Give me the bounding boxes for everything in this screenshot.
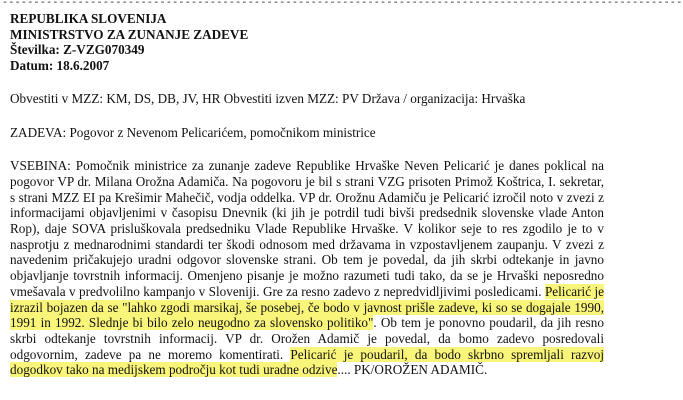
top-separator-line: ------------------------------------------------------------------------------------------------------------	[2, 0, 683, 9]
recipients-line: Obvestiti v MZZ: KM, DS, DB, JV, HR Obvestiti izven MZZ: PV Država / organizacija: Hrvaška	[10, 90, 526, 106]
highlighted-quote-1: Pelicarić je izrazil bojazen da se "lahko zgodi marsikaj, še posebej, če bodo v javnost prišle zadeve, ki so se dogajale 1990, 1991 in 1992. Slednje bi bilo zelo neugodno za slovensko politiko"	[10, 283, 604, 331]
header-country: REPUBLIKA SLOVENIJA	[10, 11, 167, 26]
content-text-part-2: . Ob tem je ponovno poudaril, da jih resno skrbi odtekanje tovrstnih informacij. VP dr. Orožen Adamič je povedal, da bomo zadevo posredovali odgovornim, zadeve pa ne moremo komentirati.	[10, 315, 604, 362]
content-text-part-3: .... PK/OROŽEN ADAMIČ.	[337, 362, 488, 378]
document-body	[10, 11, 604, 378]
document-header	[10, 11, 604, 74]
header-date: Datum: 18.6.2007	[10, 58, 110, 74]
header-reference-number: Številka: Z-VZG070349	[10, 42, 145, 58]
content-text-part-1: VSEBINA: Pomočnik ministrice za zunanje zadeve Republike Hrvaške Neven Pelicarić je danes poklical na pogovor VP dr. Milana Orožna Adamiča. Na pogovoru je bil s strani VZG prisoten Primož Koštrica, I. sekretar, s strani MZZ EI pa Krešimir Mahečič, vodja oddelka. VP dr. Orožnu Adamiču je Pelicarić izročil noto v zvezi z informacijami objavljenimi v časopisu Dnevnik (ki jih je potrdil tudi bivši predsednik slovenske vlade Anton Rop), daje SOVA prisluškovala predsedniku Vlade Republike Hrvaške. V kolikor seje to res zgodilo je to v nasprotju z mednarodnimi standardi ter škodi odnosom med državama in vzpostavljenem zaupanju. V zvezi z navedenim pričakujejo uradni odgovor slovenske strani. Ob tem je povedal, da jih skrbi odtekanje in javno objavljanje tovrstnih informacij. Omenjeno pisanje je možno razumeti tudi tako, da se je Hrvaški neposredno vmešavala v predvolilno kampanjo v Sloveniji. Gre za resno zadevo z nepredvidljivimi posledicami.	[10, 158, 604, 299]
header-ministry: MINISTRSTVO ZA ZUNANJE ZADEVE	[10, 26, 249, 42]
subject-line: ZADEVA: Pogovor z Nevenom Pelicarićem, pomočnikom ministrice	[10, 124, 376, 140]
highlighted-quote-2: Pelicarić je poudaril, da bodo skrbno spremljali razvoj dogodkov tako na medijskem področju kot tudi uradne odzive	[10, 346, 604, 378]
content-paragraph	[10, 158, 604, 378]
